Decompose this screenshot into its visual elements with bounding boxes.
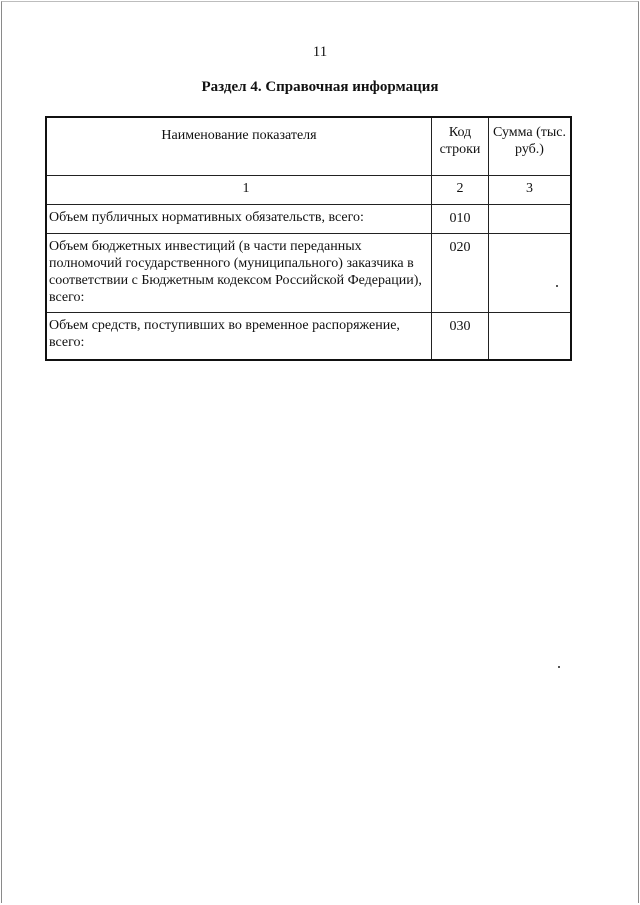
section-title: Раздел 4. Справочная информация [201,79,439,95]
row-sum-cell [489,205,572,234]
scan-speck [556,285,558,287]
header-sum: Сумма (тыс. руб.) [489,117,572,176]
header-indicator-name: Наименование показателя [46,117,432,176]
row-sum-cell [489,234,572,313]
row-code: 020 [432,234,489,313]
reference-info-table [45,116,572,361]
column-number-3: 3 [489,176,572,205]
table-header-row [46,117,571,176]
header-row-code: Код строки [432,117,489,176]
column-number-2: 2 [432,176,489,205]
row-code: 030 [432,313,489,361]
page-number: 11 [312,44,328,60]
row-name: Объем бюджетных инвестиций (в части переданных полномочий государственного (муниципального) заказчика в соответствии с Бюджетным кодексом Российской Федерации), всего: [46,234,432,313]
scan-speck [558,666,560,668]
table-row [46,234,571,313]
row-name: Объем публичных нормативных обязательств, всего: [46,205,432,234]
row-sum-cell [489,313,572,361]
column-number-row [46,176,571,205]
table-row [46,205,571,234]
column-number-1: 1 [46,176,432,205]
row-name: Объем средств, поступивших во временное распоряжение, всего: [46,313,432,361]
row-code: 010 [432,205,489,234]
table-row [46,313,571,361]
